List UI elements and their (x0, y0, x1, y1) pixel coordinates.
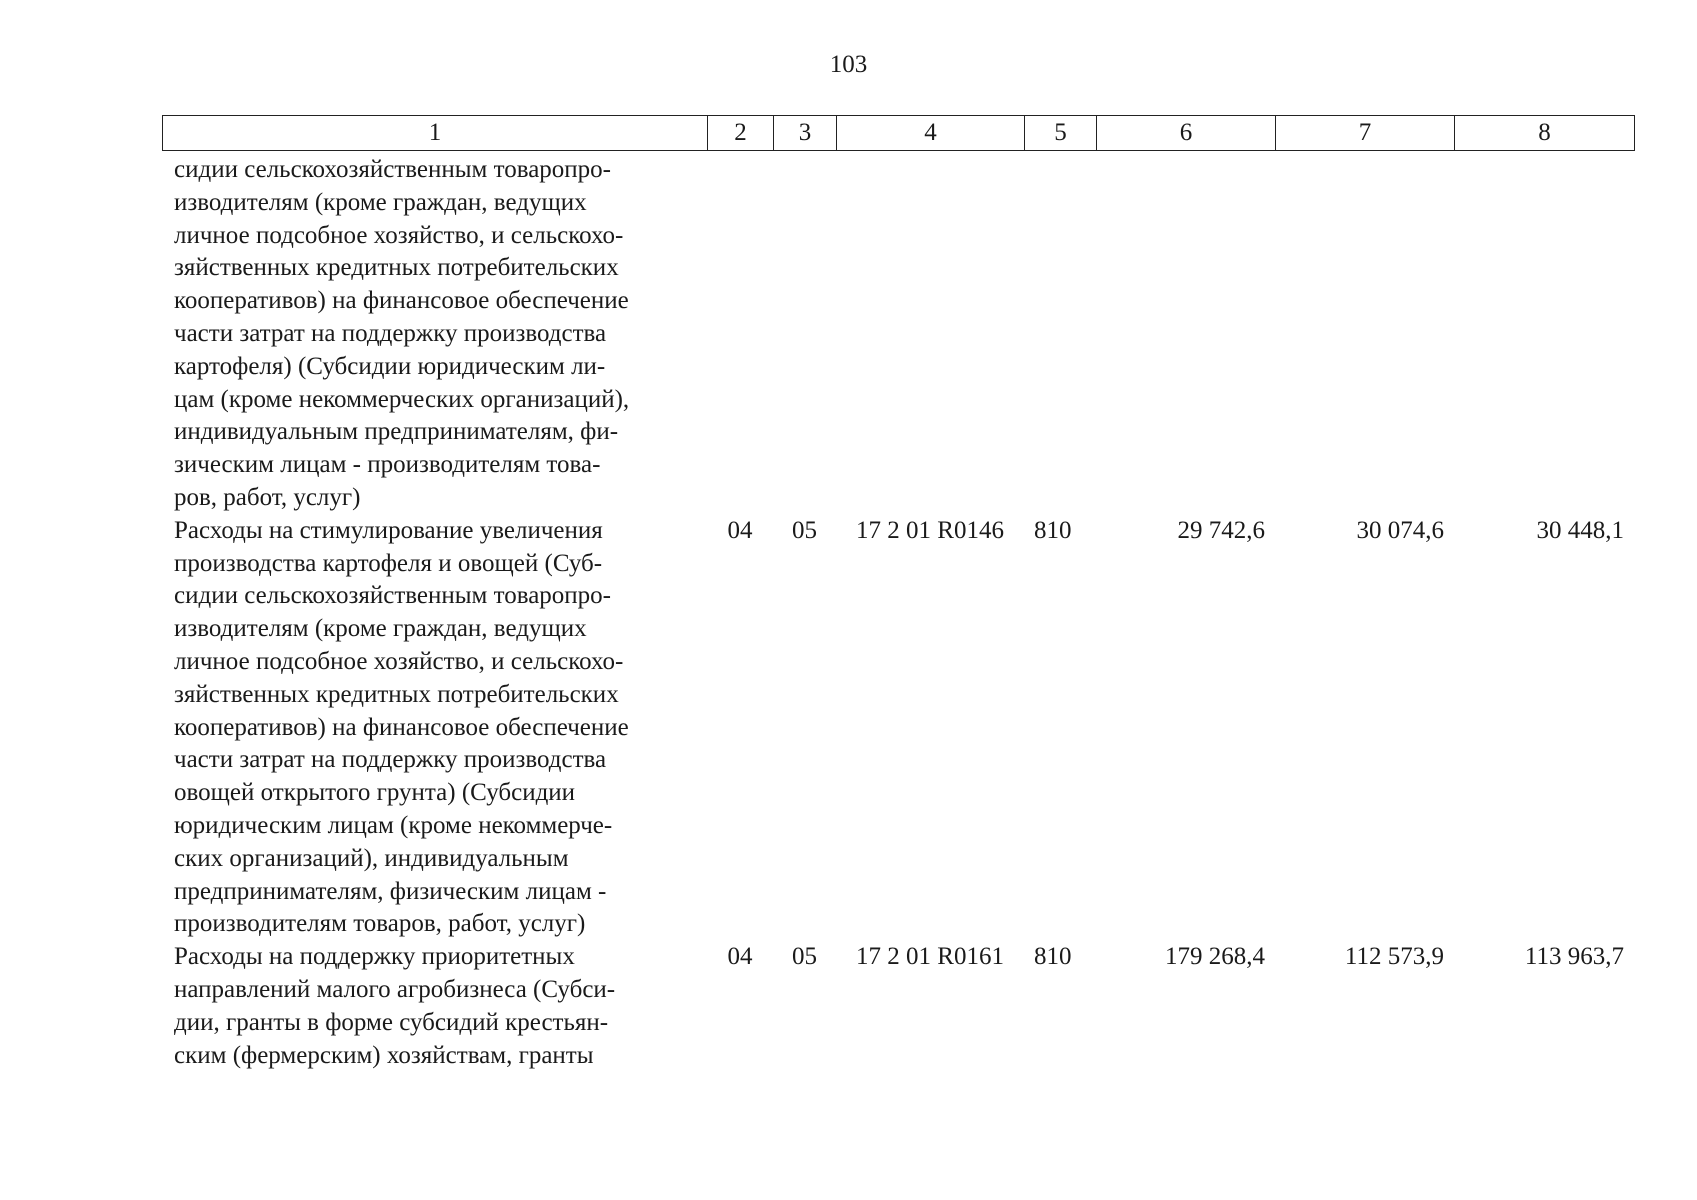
cell-expense-type: 810 (1034, 943, 1072, 971)
desc-line: зяйственных кредитных потребительских (174, 254, 619, 282)
table-header (162, 115, 1635, 151)
cell-section: 04 (727, 516, 753, 544)
desc-line: кооперативов) на финансовое обеспечение (174, 713, 629, 741)
column-header-6: 6 (1097, 116, 1276, 151)
column-header-8: 8 (1455, 116, 1635, 151)
table-body (162, 154, 1634, 1072)
cell-section: 04 (727, 943, 753, 971)
desc-line: производства картофеля и овощей (Суб- (174, 549, 603, 577)
cell-amount-1: 29 742,6 (1177, 516, 1265, 544)
column-header-5: 5 (1025, 116, 1097, 151)
desc-line: овощей открытого грунта) (Субсидии (174, 779, 576, 807)
cell-amount-1 (1096, 154, 1275, 515)
desc-line: ских организаций), индивидуальным (174, 844, 569, 872)
desc-line: юридическим лицам (кроме некоммерче- (174, 811, 613, 839)
desc-line: части затрат на поддержку производства (174, 319, 607, 347)
desc-line: производителям товаров, работ, услуг) (174, 910, 586, 938)
desc-line: ров, работ, услуг) (174, 483, 361, 511)
cell-expense-type: 810 (1034, 516, 1072, 544)
cell-amount-3: 30 448,1 (1536, 516, 1624, 544)
column-header-1: 1 (163, 116, 708, 151)
desc-line: личное подсобное хозяйство, и сельскохо- (174, 221, 624, 249)
cell-amount-2: 30 074,6 (1356, 516, 1444, 544)
desc-line: изводителям (кроме граждан, ведущих (174, 188, 587, 216)
table-row (162, 941, 1634, 1072)
desc-line: ским (фермерским) хозяйствам, гранты (174, 1041, 594, 1069)
cell-amount-2: 112 573,9 (1344, 943, 1444, 971)
row-description (162, 154, 707, 515)
desc-line: сидии сельскохозяйственным товаропро- (174, 156, 611, 183)
column-header-2: 2 (708, 116, 774, 151)
desc-line: Расходы на стимулирование увеличения (174, 516, 603, 544)
desc-line: цам (кроме некоммерческих организаций), (174, 385, 630, 413)
desc-line: изводителям (кроме граждан, ведущих (174, 615, 587, 643)
desc-line: Расходы на поддержку приоритетных (174, 943, 575, 971)
cell-subsection: 05 (792, 943, 817, 971)
cell-amount-1: 179 268,4 (1165, 943, 1265, 971)
cell-target-article (836, 154, 1024, 515)
column-header-7: 7 (1276, 116, 1455, 151)
column-header-4: 4 (837, 116, 1025, 151)
cell-section (707, 154, 773, 515)
cell-amount-3 (1454, 154, 1634, 515)
row-description (162, 941, 707, 1072)
page-number: 103 (829, 51, 868, 78)
desc-line: сидии сельскохозяйственным товаропро- (174, 582, 611, 610)
table-row (162, 515, 1634, 941)
table-row (162, 154, 1634, 515)
cell-subsection: 05 (792, 516, 817, 544)
row-description (162, 515, 707, 941)
cell-amount-3: 113 963,7 (1524, 943, 1624, 971)
cell-amount-2 (1275, 154, 1454, 515)
cell-subsection (773, 154, 836, 515)
desc-line: направлений малого агробизнеса (Субси- (174, 975, 616, 1003)
column-header-3: 3 (774, 116, 837, 151)
desc-line: зическим лицам - производителям това- (174, 451, 601, 479)
desc-line: части затрат на поддержку производства (174, 746, 607, 774)
desc-line: дии, гранты в форме субсидий крестьян- (174, 1008, 609, 1036)
desc-line: индивидуальным предпринимателям, фи- (174, 418, 619, 446)
desc-line: личное подсобное хозяйство, и сельскохо- (174, 647, 624, 675)
cell-target-article: 17 2 01 R0161 (856, 943, 1004, 971)
cell-expense-type (1024, 154, 1096, 515)
desc-line: зяйственных кредитных потребительских (174, 680, 619, 708)
desc-line: картофеля) (Субсидии юридическим ли- (174, 352, 606, 380)
desc-line: кооперативов) на финансовое обеспечение (174, 287, 629, 315)
cell-target-article: 17 2 01 R0146 (856, 516, 1004, 544)
desc-line: предпринимателям, физическим лицам - (174, 877, 607, 905)
